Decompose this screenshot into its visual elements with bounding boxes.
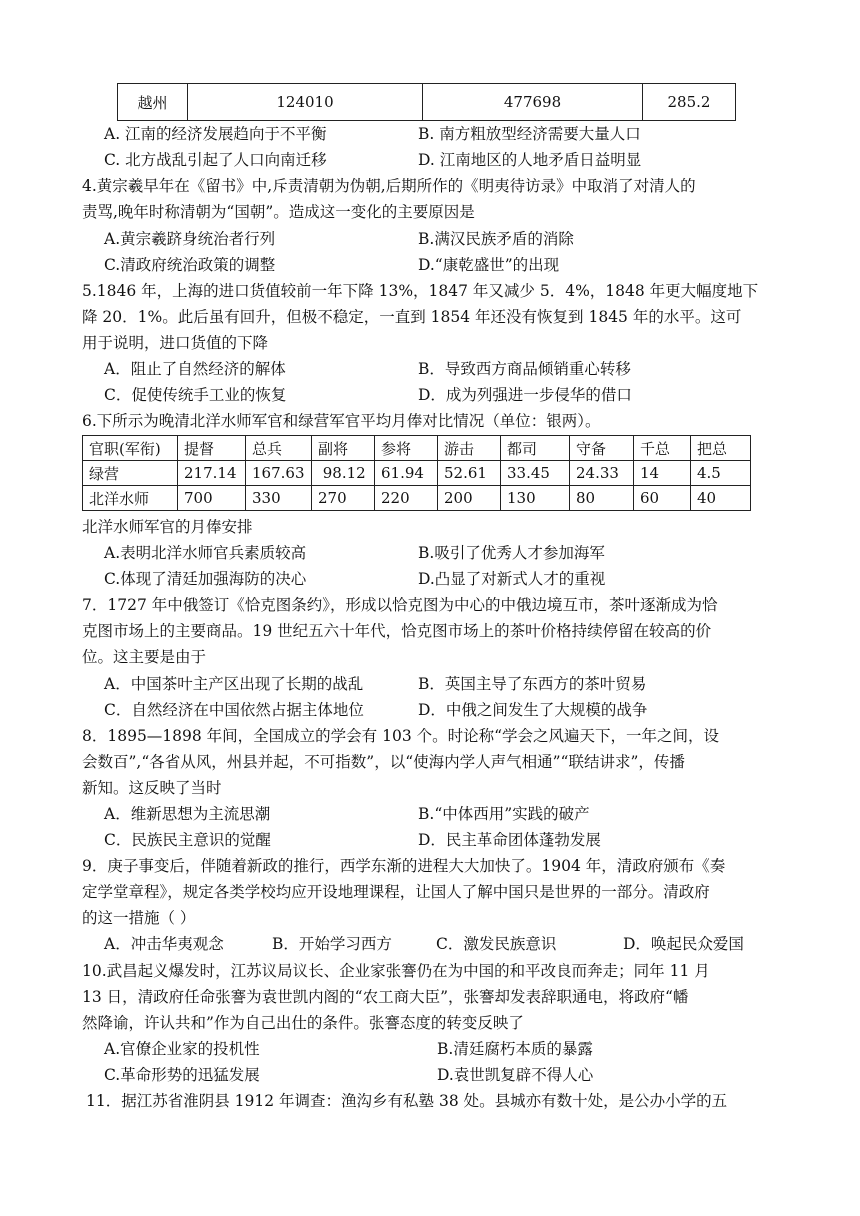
table-cell: 14	[634, 461, 691, 486]
q10-option-d: D.袁世凯复辟不得人心	[437, 1066, 594, 1084]
q9-stem-line: 9．庚子事变后，伴随着新政的推行，西学东渐的进程大大加快了。1904 年，清政府颁布《奏	[82, 857, 726, 875]
q4-option-a: A.黄宗羲跻身统治者行列	[104, 230, 276, 248]
table-cell: 477698	[423, 84, 643, 121]
table-cell: 130	[501, 486, 570, 511]
q9-option-b: B．开始学习西方	[272, 935, 392, 953]
table-header-cell: 把总	[691, 436, 751, 461]
q8-option-a: A．维新思想为主流思潮	[104, 805, 271, 823]
q9-stem-line: 的这一措施（ ）	[82, 909, 196, 927]
q4-option-c: C.清政府统治政策的调整	[104, 256, 276, 274]
q9-stem-line: 定学堂章程》，规定各类学校均应开设地理课程，让国人了解中国只是世界的一部分。清政府	[82, 883, 710, 901]
table-cell: 167.63	[246, 461, 312, 486]
q8-option-c: C．民族民主意识的觉醒	[104, 831, 271, 849]
table-header-cell: 游击	[438, 436, 501, 461]
q3-option-d: D. 江南地区的人地矛盾日益明显	[418, 151, 642, 169]
table-cell: 越州	[118, 84, 188, 121]
table-header-cell: 官职(军衔)	[83, 436, 178, 461]
q7-option-b: B．英国主导了东西方的茶叶贸易	[418, 675, 647, 693]
q5-stem-line: 降 20．1%。此后虽有回升，但极不稳定，一直到 1854 年还没有恢复到 1845 年的水平。这可	[82, 308, 742, 326]
table-cell: 124010	[188, 84, 423, 121]
q10-option-c: C.革命形势的迅猛发展	[104, 1066, 260, 1084]
table-cell: 52.61	[438, 461, 501, 486]
q7-stem-line: 位。这主要是由于	[82, 648, 207, 666]
q6-option-c: C.体现了清廷加强海防的决心	[104, 570, 307, 588]
q3-option-c: C. 北方战乱引起了人口向南迁移	[104, 151, 327, 169]
q10-stem-line: 13 日，清政府任命张謇为袁世凯内阁的“农工商大臣”，张謇却发表辞职通电，将政府“幡	[82, 988, 689, 1006]
q6-option-a: A.表明北洋水师官兵素质较高	[104, 544, 307, 562]
q10-option-a: A.官僚企业家的投机性	[104, 1040, 260, 1058]
q8-stem-line: 8．1895—1898 年间，全国成立的学会有 103 个。时论称“学会之风遍天下，一年之间，设	[82, 727, 720, 745]
q3-option-b: B. 南方粗放型经济需要大量人口	[418, 125, 641, 143]
table-cell: 80	[570, 486, 634, 511]
q10-option-b: B.清廷腐朽本质的暴露	[437, 1040, 593, 1058]
table-cell: 98.12	[312, 461, 375, 486]
table-header-cell: 提督	[178, 436, 246, 461]
table-cell: 217.14	[178, 461, 246, 486]
q5-option-a: A．阻止了自然经济的解体	[104, 360, 286, 378]
table-cell: 220	[375, 486, 438, 511]
table-header-cell: 参将	[375, 436, 438, 461]
q6-stem: 北洋水师军官的月俸安排	[82, 518, 253, 536]
q8-option-d: D．民主革命团体蓬勃发展	[418, 831, 601, 849]
q10-stem-line: 10.武昌起义爆发时，江苏议局议长、企业家张謇仍在为中国的和平改良而奔走；同年 11 月	[82, 962, 710, 980]
table-row	[83, 436, 751, 461]
q6-option-b: B.吸引了优秀人才参加海军	[418, 544, 605, 562]
q10-stem-line: 然降谕，许认共和”作为自己出仕的条件。张謇态度的转变反映了	[82, 1014, 524, 1032]
table-cell: 200	[438, 486, 501, 511]
q4-stem-line: 4.黄宗羲早年在《留书》中,斥责清朝为伪朝,后期所作的《明夷待访录》中取消了对清人的	[82, 177, 696, 195]
table-cell: 61.94	[375, 461, 438, 486]
q9-option-c: C．激发民族意识	[436, 935, 557, 953]
table-cell: 33.45	[501, 461, 570, 486]
q9-option-d: D．唤起民众爱国	[623, 935, 744, 953]
q5-stem-line: 用于说明，进口货值的下降	[82, 334, 269, 352]
q5-stem-line: 5.1846 年，上海的进口货值较前一年下降 13%，1847 年又减少 5．4%，1848 年更大幅度地下	[82, 282, 759, 300]
table-header-cell: 副将	[312, 436, 375, 461]
q11-stem-line: 11．据江苏省淮阴县 1912 年调查：渔沟乡有私塾 38 处。县城亦有数十处，是公办小学的五	[86, 1092, 728, 1110]
table-row	[83, 486, 751, 511]
table-header-cell: 千总	[634, 436, 691, 461]
table-cell: 700	[178, 486, 246, 511]
table-cell: 330	[246, 486, 312, 511]
table-cell: 绿营	[83, 461, 178, 486]
q6-intro: 6.下所示为晚清北洋水师军官和绿营军官平均月俸对比情况（单位：银两）。	[82, 412, 601, 430]
q4-stem-line: 责骂,晚年时称清朝为“国朝”。造成这一变化的主要原因是	[82, 203, 475, 221]
q7-option-a: A．中国茶叶主产区出现了长期的战乱	[104, 675, 364, 693]
table-cell: 40	[691, 486, 751, 511]
q5-option-b: B．导致西方商品倾销重心转移	[418, 360, 631, 378]
q8-option-b: B.“中体西用”实践的破产	[418, 805, 590, 823]
salary-table	[82, 435, 751, 511]
table-cell: 24.33	[570, 461, 634, 486]
q8-stem-line: 会数百”,“各省从风，州县并起，不可指数”，以“使海内学人声气相通”“联结讲求”，传播	[82, 753, 685, 771]
q6-option-d: D.凸显了对新式人才的重视	[418, 570, 606, 588]
population-table-tail	[117, 83, 736, 121]
q5-option-d: D．成为列强进一步侵华的借口	[418, 386, 632, 404]
table-row	[83, 461, 751, 486]
table-header-cell: 守备	[570, 436, 634, 461]
q3-option-a: A. 江南的经济发展趋向于不平衡	[104, 125, 327, 143]
q7-option-c: C．自然经济在中国依然占据主体地位	[104, 701, 364, 719]
q4-option-d: D.“康乾盛世”的出现	[418, 256, 560, 274]
table-cell: 285.2	[643, 84, 736, 121]
q7-stem-line: 7．1727 年中俄签订《恰克图条约》，形成以恰克图为中心的中俄边境互市，茶叶逐渐成为恰	[82, 596, 718, 614]
q8-stem-line: 新知。这反映了当时	[82, 779, 222, 797]
table-cell: 270	[312, 486, 375, 511]
table-header-cell: 都司	[501, 436, 570, 461]
q5-option-c: C．促使传统手工业的恢复	[104, 386, 287, 404]
table-cell: 北洋水师	[83, 486, 178, 511]
q7-option-d: D．中俄之间发生了大规模的战争	[418, 701, 648, 719]
q9-option-a: A．冲击华夷观念	[104, 935, 224, 953]
table-cell: 4.5	[691, 461, 751, 486]
table-row	[118, 84, 736, 121]
table-cell: 60	[634, 486, 691, 511]
table-header-cell: 总兵	[246, 436, 312, 461]
q7-stem-line: 克图市场上的主要商品。19 世纪五六十年代，恰克图市场上的茶叶价格持续停留在较高的价	[82, 622, 712, 640]
q4-option-b: B.满汉民族矛盾的消除	[418, 230, 574, 248]
